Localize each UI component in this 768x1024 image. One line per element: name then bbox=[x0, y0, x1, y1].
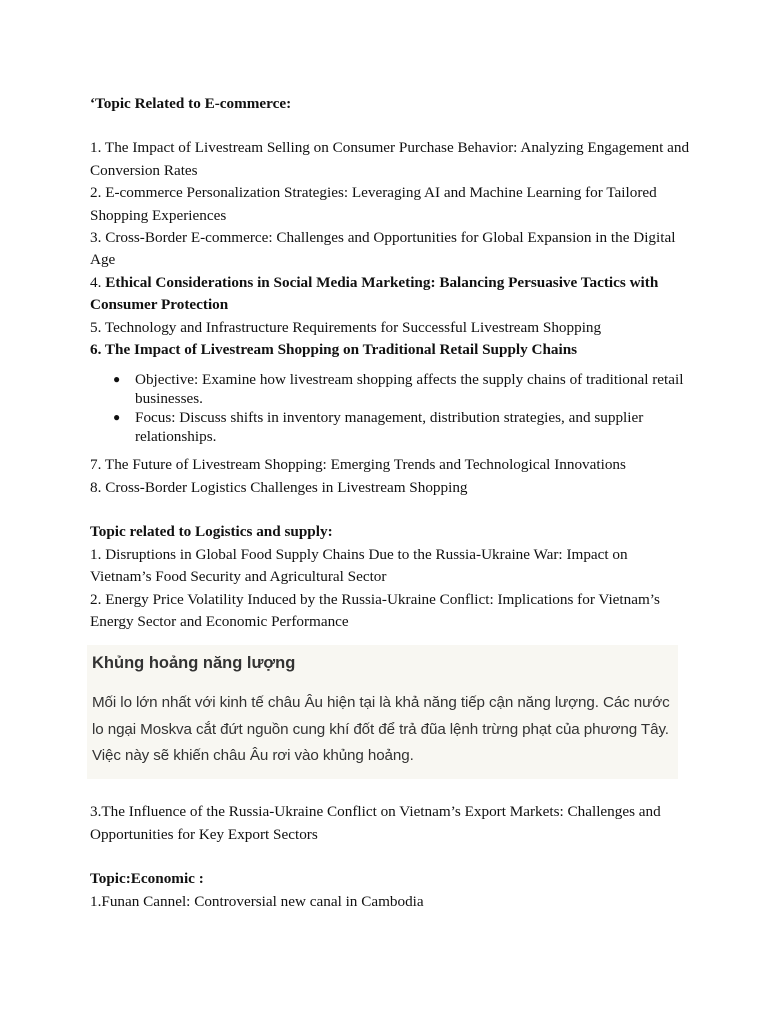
ecommerce-item-5: 5. Technology and Infrastructure Requirements for Successful Livestream Shopping bbox=[90, 318, 602, 336]
bullet-focus bbox=[90, 408, 690, 446]
economic-item-1: 1.Funan Cannel: Controversial new canal in Cambodia bbox=[90, 892, 424, 910]
ecommerce-item-4-number: 4. bbox=[90, 273, 106, 291]
logistics-item-3: 3.The Influence of the Russia-Ukraine Conflict on Vietnam’s Export Markets: Challenges and Opportunities for Key Export Sectors bbox=[90, 803, 661, 843]
ecommerce-item-6-bullets bbox=[90, 370, 690, 446]
bullet-dot-icon: ● bbox=[113, 372, 121, 387]
logistics-heading: Topic related to Logistics and supply: bbox=[90, 523, 333, 541]
ecommerce-item-7: 7. The Future of Livestream Shopping: Emerging Trends and Technological Innovations bbox=[90, 456, 626, 474]
spacer bbox=[90, 499, 690, 521]
ecommerce-heading: ‘Topic Related to E-commerce: bbox=[90, 95, 292, 112]
bullet-objective-text: Objective: Examine how livestream shopping affects the supply chains of traditional retail businesses. bbox=[135, 371, 684, 408]
ecommerce-item-3: 3. Cross-Border E-commerce: Challenges and Opportunities for Global Expansion in the Digital Age bbox=[90, 229, 676, 269]
logistics-item-2: 2. Energy Price Volatility Induced by the Russia-Ukraine Conflict: Implications for Vietnam’s Energy Sector and Economic Performance bbox=[90, 590, 660, 630]
document-page bbox=[90, 93, 690, 913]
ecommerce-item-8: 8. Cross-Border Logistics Challenges in Livestream Shopping bbox=[90, 478, 468, 496]
ecommerce-item-1: 1. The Impact of Livestream Selling on Consumer Purchase Behavior: Analyzing Engagement and Conversion Rates bbox=[90, 139, 690, 179]
ecommerce-item-6: 6. The Impact of Livestream Shopping on Traditional Retail Supply Chains bbox=[90, 341, 578, 359]
vietnamese-excerpt-image bbox=[87, 645, 678, 779]
spacer bbox=[90, 846, 690, 868]
spacer bbox=[90, 115, 690, 137]
excerpt-title: Khủng hoảng năng lượng bbox=[92, 654, 296, 673]
bullet-objective bbox=[90, 370, 690, 408]
ecommerce-item-2: 2. E-commerce Personalization Strategies: Leveraging AI and Machine Learning for Tailored Shopping Experiences bbox=[90, 184, 657, 224]
ecommerce-item-4 bbox=[90, 272, 690, 317]
ecommerce-item-4-title: Ethical Considerations in Social Media Marketing: Balancing Persuasive Tactics with Consumer Protection bbox=[90, 273, 659, 314]
bullet-focus-text: Focus: Discuss shifts in inventory management, distribution strategies, and supplier relationships. bbox=[135, 409, 644, 446]
excerpt-body: Mối lo lớn nhất với kinh tế châu Âu hiện tại là khả năng tiếp cận năng lượng. Các nước lo ngại Moskva cắt đứt nguồn cung khí đốt để trả đũa lệnh trừng phạt của phương Tây. Việc này sẽ khiến châu Âu rơi vào khủng hoảng. bbox=[92, 694, 670, 765]
logistics-item-1: 1. Disruptions in Global Food Supply Chains Due to the Russia-Ukraine War: Impact on Vietnam’s Food Security and Agricultural Sector bbox=[90, 545, 628, 586]
bullet-dot-icon: ● bbox=[113, 410, 121, 425]
economic-heading: Topic:Economic : bbox=[90, 870, 204, 888]
